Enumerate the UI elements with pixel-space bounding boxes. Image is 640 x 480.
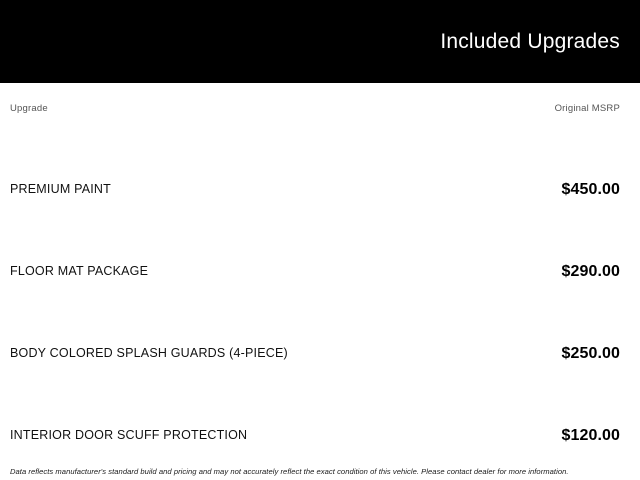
upgrade-price: $450.00	[561, 181, 620, 199]
upgrade-price: $290.00	[561, 263, 620, 281]
upgrade-name: FLOOR MAT PACKAGE	[10, 264, 149, 279]
page-title: Included Upgrades	[440, 30, 620, 53]
table-row	[0, 199, 640, 281]
upgrade-name: INTERIOR DOOR SCUFF PROTECTION	[10, 428, 248, 443]
table-row	[0, 281, 640, 363]
upgrade-name: PREMIUM PAINT	[10, 182, 111, 197]
column-header-upgrade: Upgrade	[10, 102, 48, 114]
table-row	[0, 117, 640, 199]
upgrade-price: $250.00	[561, 345, 620, 363]
upgrade-name: BODY COLORED SPLASH GUARDS (4-PIECE)	[10, 346, 288, 361]
disclaimer-text: Data reflects manufacturer's standard build and pricing and may not accurately reflect the exact condition of this vehicle. Please contact dealer for more information.	[10, 467, 569, 476]
column-header-original-msrp: Original MSRP	[554, 102, 620, 114]
table-column-headers	[0, 83, 640, 117]
page-header	[0, 0, 640, 83]
table-row	[0, 363, 640, 445]
upgrades-list	[0, 117, 640, 445]
upgrade-price: $120.00	[561, 427, 620, 445]
